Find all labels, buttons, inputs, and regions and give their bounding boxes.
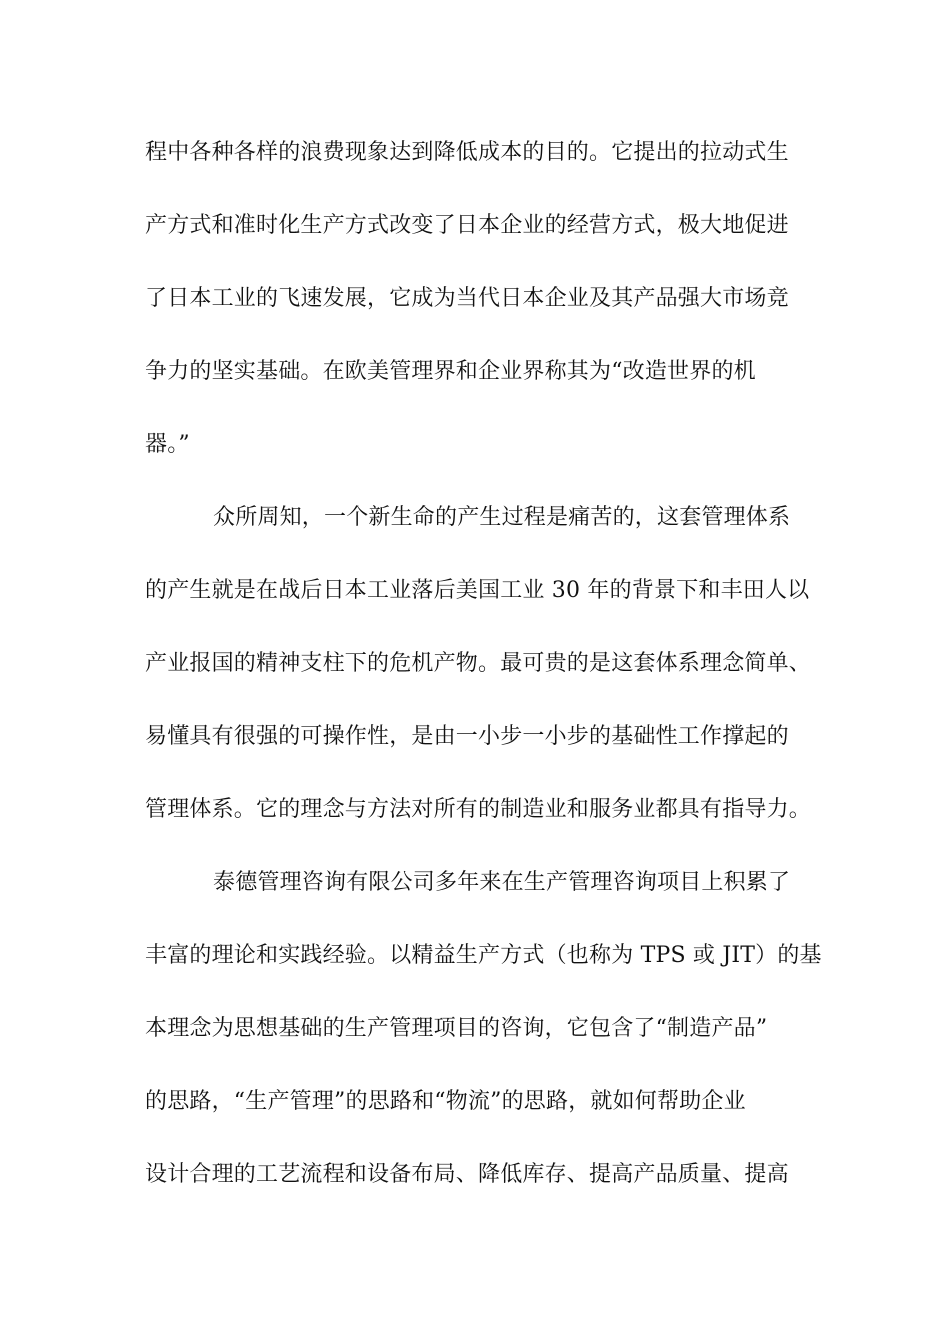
paragraph-2-line-1: 众所周知，一个新生命的产生过程是痛苦的，这套管理体系	[213, 505, 791, 530]
paragraph-3-line-1: 泰德管理咨询有限公司多年来在生产管理咨询项目上积累了	[213, 870, 791, 895]
paragraph-2-line-4: 易懂具有很强的可操作性，是由一小步一小步的基础性工作撑起的	[145, 724, 789, 749]
paragraph-2-line-3: 产业报国的精神支柱下的危机产物。最可贵的是这套体系理念简单、	[145, 651, 812, 676]
paragraph-3-line-4: 的思路，“生产管理”的思路和“物流”的思路，就如何帮助企业	[145, 1089, 746, 1114]
paragraph-1-line-4: 争力的坚实基础。在欧美管理界和企业界称其为“改造世界的机	[145, 359, 756, 384]
paragraph-3-line-3: 本理念为思想基础的生产管理项目的咨询，它包含了“制造产品”	[145, 1016, 768, 1041]
paragraph-1-line-3: 了日本工业的飞速发展，它成为当代日本企业及其产品强大市场竞	[145, 286, 789, 311]
paragraph-2-line-2: 的产生就是在战后日本工业落后美国工业 30 年的背景下和丰田人以	[145, 578, 810, 603]
paragraph-3-line-5: 设计合理的工艺流程和设备布局、降低库存、提高产品质量、提高	[145, 1162, 789, 1187]
paragraph-2-line-5: 管理体系。它的理念与方法对所有的制造业和服务业都具有指导力。	[145, 797, 812, 822]
paragraph-1-line-5: 器。”	[145, 432, 190, 457]
paragraph-3-line-2: 丰富的理论和实践经验。以精益生产方式（也称为 TPS 或 JIT）的基	[145, 943, 822, 968]
paragraph-1-line-1: 程中各种各样的浪费现象达到降低成本的目的。它提出的拉动式生	[145, 140, 789, 165]
paragraph-1-line-2: 产方式和准时化生产方式改变了日本企业的经营方式，极大地促进	[145, 213, 789, 238]
